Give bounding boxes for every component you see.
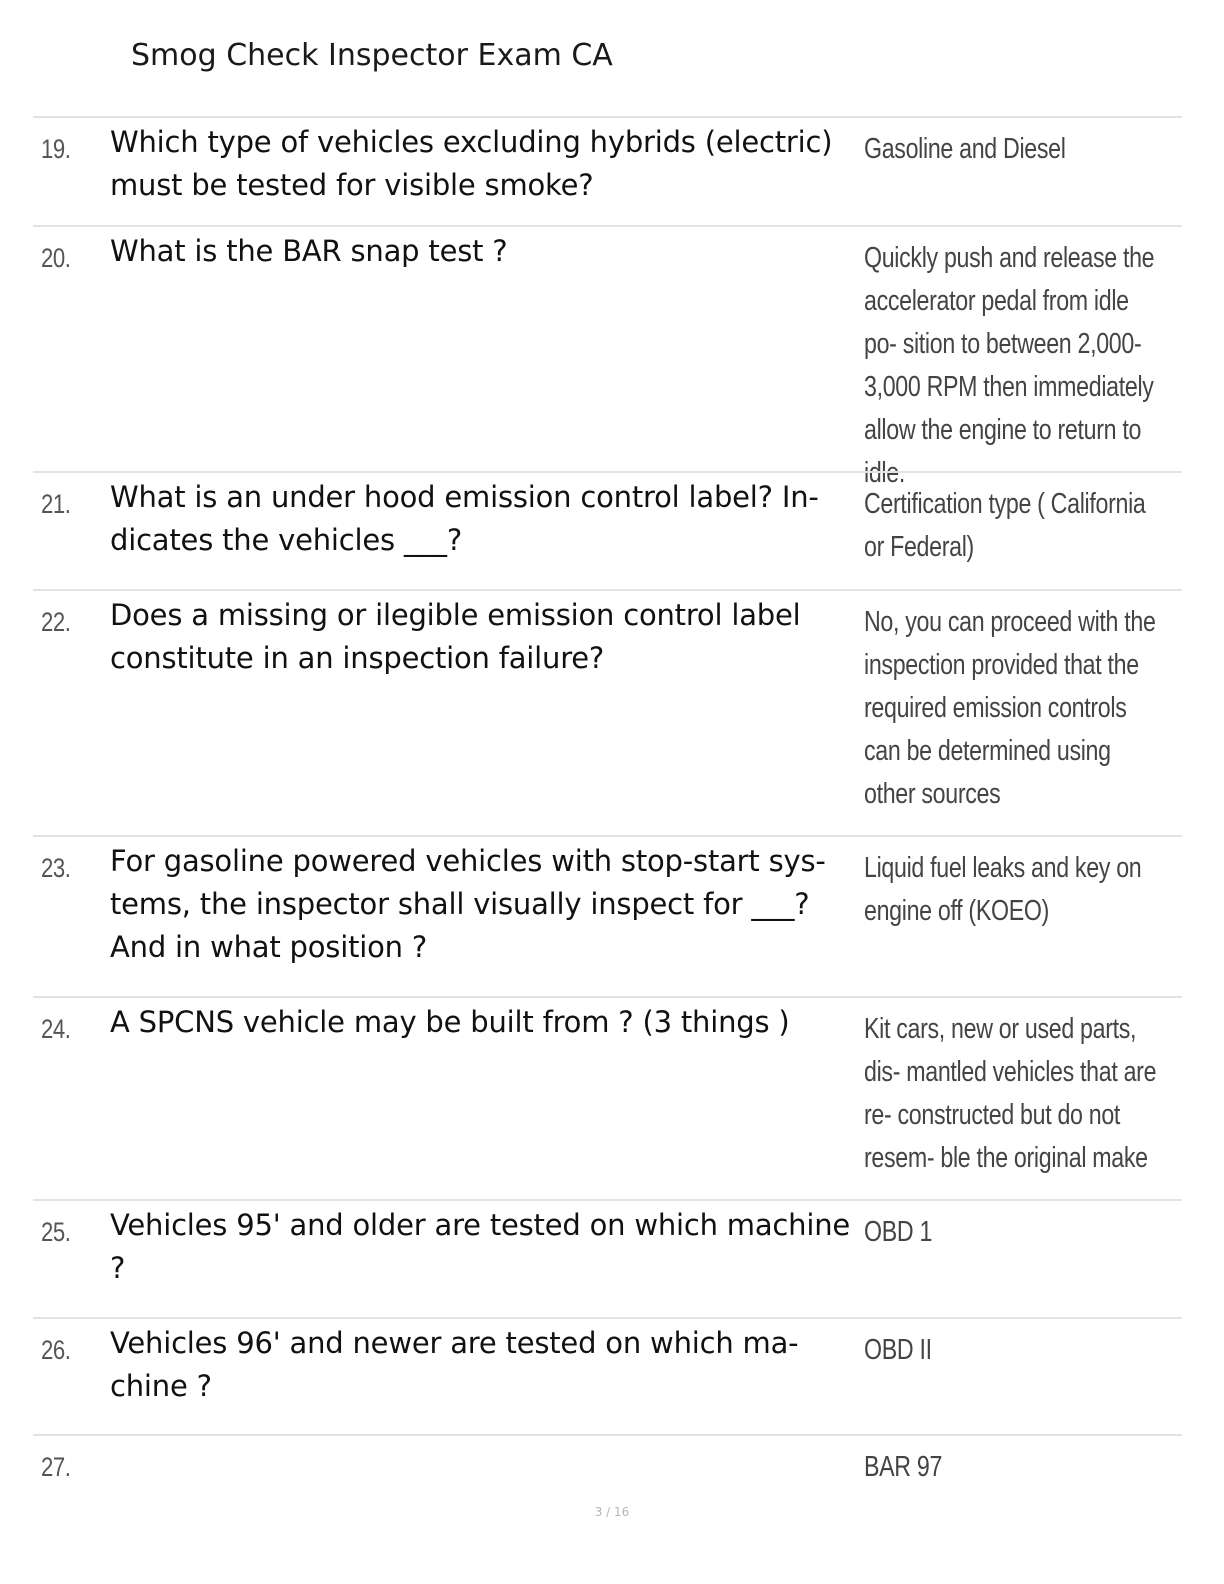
qa-row-24	[33, 996, 1182, 1199]
qa-list	[33, 116, 1182, 1494]
answer-text: No, you can proceed with the inspection provided that the required emission controls can be determined using other sources	[864, 606, 1156, 810]
qa-row-21	[33, 471, 1182, 589]
question-text: Vehicles 96' and newer are tested on which ma- chine ?	[110, 1326, 799, 1403]
qa-row-27	[33, 1434, 1182, 1494]
answer-text: Liquid fuel leaks and key on engine off (KOEO)	[864, 852, 1142, 927]
question-text: What is the BAR snap test ?	[110, 234, 508, 268]
question-number: 25.	[41, 1217, 71, 1247]
qa-row-20	[33, 225, 1182, 489]
question-text: For gasoline powered vehicles with stop-start sys- tems, the inspector shall visually inspect for ___? And in what position ?	[110, 844, 826, 964]
question-number: 21.	[41, 489, 71, 519]
answer-text: Kit cars, new or used parts, dis- mantled vehicles that are re- constructed but do not resem- ble the original make	[864, 1013, 1157, 1174]
answer-text: BAR 97	[864, 1451, 943, 1483]
question-text: Vehicles 95' and older are tested on which machine ?	[110, 1208, 851, 1285]
page-title: Smog Check Inspector Exam CA	[131, 38, 613, 73]
question-text: Which type of vehicles excluding hybrids (electric) must be tested for visible smoke?	[110, 125, 833, 202]
question-number: 19.	[41, 134, 71, 164]
answer-text: Certification type ( California or Federal)	[864, 488, 1146, 563]
answer-text: OBD II	[864, 1334, 932, 1366]
question-number: 24.	[41, 1014, 71, 1044]
qa-row-22	[33, 589, 1182, 835]
qa-row-19	[33, 116, 1182, 225]
answer-text: Gasoline and Diesel	[864, 133, 1066, 165]
answer-text: OBD 1	[864, 1216, 933, 1248]
question-text: What is an under hood emission control label? In- dicates the vehicles ___?	[110, 480, 819, 557]
qa-row-25	[33, 1199, 1182, 1317]
answer-text: Quickly push and release the accelerator pedal from idle po- sition to between 2,000- 3,000 RPM then immediately allow the engine to return to idle.	[864, 242, 1155, 489]
question-number: 20.	[41, 243, 71, 273]
question-number: 27.	[41, 1452, 71, 1482]
page-number: 3 / 16	[594, 1505, 630, 1519]
qa-row-23	[33, 835, 1182, 996]
question-text: Does a missing or ilegible emission control label constitute in an inspection failure?	[110, 598, 801, 675]
question-number: 23.	[41, 853, 71, 883]
question-number: 22.	[41, 607, 71, 637]
question-text: A SPCNS vehicle may be built from ? (3 things )	[110, 1005, 790, 1039]
question-number: 26.	[41, 1335, 71, 1365]
qa-row-26	[33, 1317, 1182, 1434]
